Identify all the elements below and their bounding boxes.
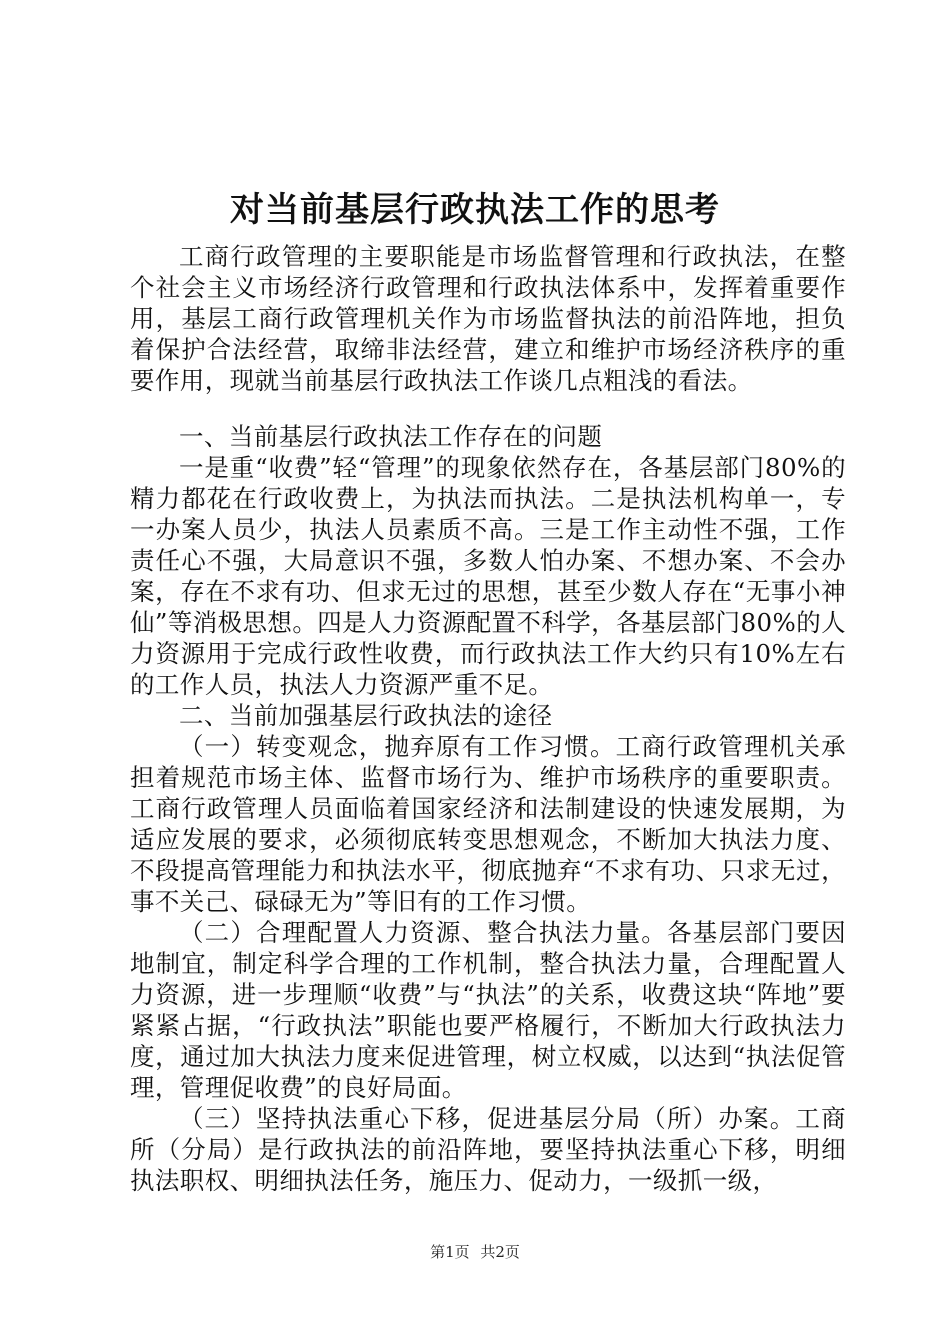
page-footer [0,1242,950,1262]
section-1-paragraph: 一是重“收费”轻“管理”的现象依然存在，各基层部门80%的精力都花在行政收费上，为执法而执法。二是执法机构单一，专一办案人员少，执法人员素质不高。三是工作主动性不强，工作责任心不强，大局意识不强，多数人怕办案、不想办案、不会办案，存在不求有功、但求无过的思想，甚至少数人存在“无事小神仙”等消极思想。四是人力资源配置不科学，各基层部门80%的人力资源用于完成行政性收费，而行政执法工作大约只有10%左右的工作人员，执法人力资源严重不足。 [130,453,846,699]
main-block [130,421,846,1196]
section-2-item-1: （一）转变观念，抛弃原有工作习惯。工商行政管理机关承担着规范市场主体、监督市场行为、维护市场秩序的重要职责。工商行政管理人员面临着国家经济和法制建设的快速发展期，为适应发展的要求，必须彻底转变思想观念，不断加大执法力度、不段提高管理能力和执法水平，彻底抛弃“不求有功、只求无过，事不关己、碌碌无为”等旧有的工作习惯。 [130,732,846,916]
page-number-total: 共2页 [480,1243,520,1261]
section-2-item-3: （三）坚持执法重心下移，促进基层分局（所）办案。工商所（分局）是行政执法的前沿阵地，要坚持执法重心下移，明细执法职权、明细执法任务，施压力、促动力，一级抓一级， [130,1104,846,1195]
section-1-heading: 一、当前基层行政执法工作存在的问题 [179,422,603,451]
section-2-heading: 二、当前加强基层行政执法的途径 [179,701,553,730]
intro-paragraph: 工商行政管理的主要职能是市场监督管理和行政执法，在整个社会主义市场经济行政管理和行政执法体系中，发挥着重要作用，基层工商行政管理机关作为市场监督执法的前沿阵地，担负着保护合法经营，取缔非法经营，建立和维护市场经济秩序的重要作用，现就当前基层行政执法工作谈几点粗浅的看法。 [130,242,846,395]
section-2-item-2: （二）合理配置人力资源、整合执法力量。各基层部门要因地制宜，制定科学合理的工作机制，整合执法力量，合理配置人力资源，进一步理顺“收费”与“执法”的关系，收费这块“阵地”要紧紧占据，“行政执法”职能也要严格履行，不断加大行政执法力度，通过加大执法力度来促进管理，树立权威，以达到“执法促管理，管理促收费”的良好局面。 [130,918,846,1102]
document-title: 对当前基层行政执法工作的思考 [230,190,720,230]
intro-block [130,241,846,396]
page-number-current: 第1页 [430,1243,470,1261]
